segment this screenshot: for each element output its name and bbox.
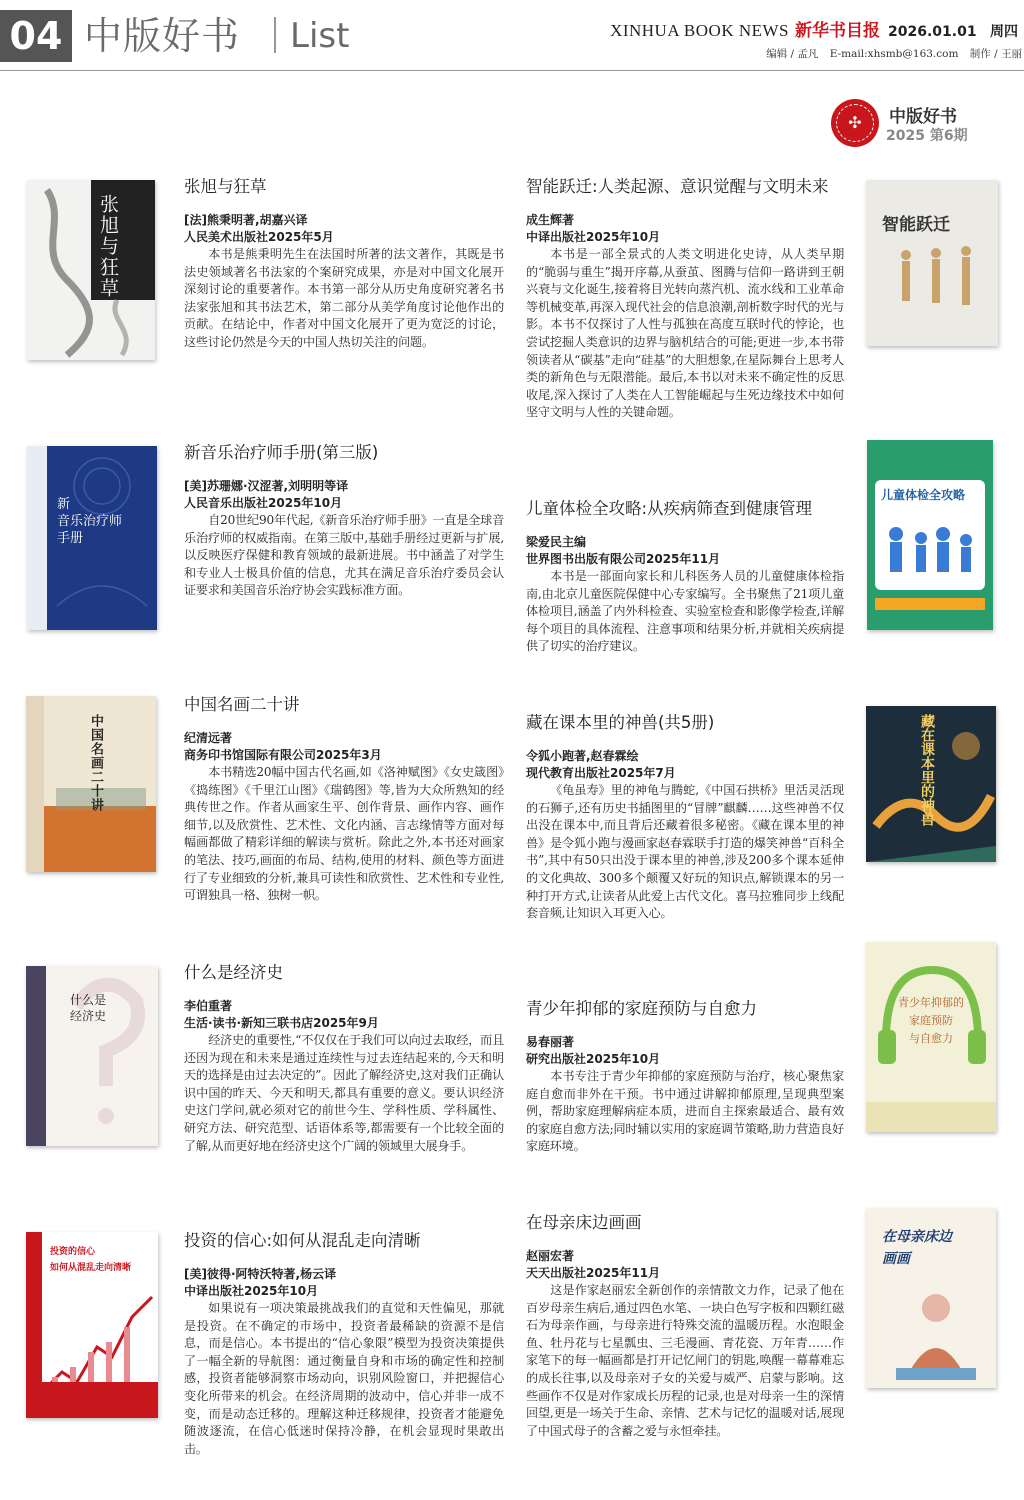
- issue-date: 2026.01.01: [888, 24, 977, 40]
- children-art: [881, 520, 981, 584]
- page-number: 04: [0, 10, 72, 62]
- book-description: 如果说有一项决策最挑战我们的直觉和天性偏见，那就是投资。在不确定的市场中，投资者最稀缺的资源不是信息，而是信心。本书提出的“信心象限”模型为投资决策提供了一幅全新的导航图：通过衡量自身和市场的确定性和控制感，投资者能够洞察市场动向，识别风险窗口，并把握信心变化所带来的机会。在经济周期的波动中，信心并非一成不变，而是动态迁移的。理解这种迁移规律，投资者才能避免随波逐流，在信心低迷时保持冷静，在机会显现时果敢出击。: [184, 1301, 504, 1456]
- book-author: [法]熊秉明著,胡嘉兴译: [184, 213, 308, 227]
- series-logo-icon: [831, 99, 879, 147]
- book-cover-checkup: [867, 440, 993, 630]
- book-publisher: 商务印书馆国际有限公司2025年3月: [184, 748, 382, 762]
- header-rule: [0, 70, 1024, 71]
- book-author: 令狐小跑著,赵春霖绘: [526, 749, 639, 763]
- book-title: 智能跃迁:人类起源、意识觉醒与文明未来: [526, 177, 829, 196]
- book-publisher: 研究出版社2025年10月: [526, 1052, 661, 1066]
- book-description: 这是作家赵丽宏全新创作的亲情散文力作，记录了他在百岁母亲生病后,通过四色水笔、一块白色写字板和四颗红磁石为母亲作画，与母亲进行特殊交流的温暖历程。水泡眼金鱼、牡丹花与七星瓢虫、三毛漫画、青花瓷、万年青……作家笔下的每一幅画都是打开记忆闸门的钥匙,唤醒一幕幕难忘的成长往事,以及母亲对子女的关爱与威严、启蒙与影响。这些画作不仅是对作家成长历程的记录,也是对母亲一生的深情回望,更是一场关于生命、亲情、艺术与记忆的温暖对话,展现了中国式母子的含蓄之爱与永恒牵挂。: [526, 1283, 844, 1438]
- book-description: 自20世纪90年代起,《新音乐治疗师手册》一直是全球音乐治疗师的权威指南。在第三版中,基础手册经过更新与扩展,以反映医疗保健和教育领域的最新进展。书中涵盖了对学生和专业人士极具价值的信息，尤其在满足音乐治疗委员会认证要求和美国音乐治疗协会实践标准方面。: [184, 513, 504, 598]
- book-cover-paintings: [26, 696, 156, 872]
- book-author: 赵丽宏著: [526, 1249, 575, 1263]
- book-cover-zhangxu: [27, 180, 155, 360]
- book-entry-checkup: [526, 498, 844, 656]
- book-title: 什么是经济史: [184, 963, 283, 982]
- book-description: 《龟虽寿》里的神龟与腾蛇,《中国石拱桥》里活灵活现的石狮子,还有历史书插图里的“冒牌”麒麟……这些神兽不仅出没在课本中,而且背后还藏着很多秘密。《藏在课本里的神兽》是令狐小跑与漫画家赵春霖联手打造的爆笑神兽“百科全书”,其中有50只出没于课本里的神兽,涉及200多个课本延伸的文化典故、300多个颠覆又好玩的知识点,解锁课本的另一种打开方式,让读者从此爱上古代文化。喜马拉雅同步上线配套音频,让知识入耳更入心。: [526, 783, 844, 921]
- book-title: 新音乐治疗师手册(第三版): [184, 443, 379, 462]
- series-title: 中版好书: [889, 107, 957, 127]
- book-entry-depression: [526, 998, 844, 1156]
- book-publisher: 中译出版社2025年10月: [184, 1284, 319, 1298]
- book-entry-beasts: [526, 712, 844, 923]
- book-entry-paintings: [184, 694, 504, 905]
- book-title: 中国名画二十讲: [184, 695, 300, 714]
- cover-title: 儿童体检全攻略: [881, 488, 966, 502]
- logo-mark: ✣: [848, 113, 862, 132]
- section-subtitle: List: [290, 16, 350, 56]
- book-publisher: 生活·读书·新知三联书店2025年9月: [184, 1016, 379, 1030]
- book-publisher: 天天出版社2025年11月: [526, 1266, 661, 1280]
- book-publisher: 中译出版社2025年10月: [526, 230, 661, 244]
- section-title: 中版好书: [84, 14, 241, 58]
- book-author: 易春丽著: [526, 1035, 575, 1049]
- book-cover-economics: [26, 966, 158, 1146]
- book-entry-music: [184, 442, 504, 600]
- book-author: 梁爱民主编: [526, 535, 587, 549]
- book-author: [美]苏珊娜·汉涩著,刘明明等译: [184, 479, 349, 493]
- book-cover-depression: [866, 942, 996, 1132]
- book-description: 本书是熊秉明先生在法国时所著的法文著作，其既是书法史领域著名书法家的个案研究成果，亦是对中国文化展开深刻讨论的重要著作。本书第一部分从历史角度研究著名书法家张旭和其书法艺术，第二部分从美学角度讨论他作出的贡献。在结论中，作者对中国文化展开了更为宽泛的讨论，这些讨论仍然是今天的中国人热切关注的问题。: [184, 247, 504, 349]
- book-author: [美]彼得·阿特沃特著,杨云译: [184, 1267, 337, 1281]
- book-description: 本书是一部面向家长和儿科医务人员的儿童健康体检指南,由北京儿童医院保健中心专家编写。全书聚焦了21项儿童体检项目,涵盖了内外科检查、实验室检查和影像学检查,详解每个项目的具体流程、注意事项和结果分析,并就相关疾病提供了切实的治疗建议。: [526, 569, 844, 654]
- book-description: 经济史的重要性,“不仅仅在于我们可以向过去取经，而且还因为现在和未来是通过连续性与过去连结起来的,今天和明天的选择是由过去决定的”。因此了解经济史,这对我们正确认识中国的昨天、今天和明天,都具有重要的意义。要认识经济史这门学问,就必须对它的前世今生、学科性质、学科属性、研究方法、研究范型、话语体系等,都需要有一个比较全面的了解,从而更好地在经济史这个广阔的领域里大展身手。: [184, 1033, 504, 1153]
- masthead-cn: 新华书目报: [795, 21, 881, 41]
- cover-title: 投资的信心 如何从混乱走向清晰: [50, 1247, 132, 1273]
- book-cover-investing: [26, 1232, 158, 1418]
- book-entry-investing: [184, 1230, 504, 1458]
- book-description: 本书精选20幅中国古代名画,如《洛神赋图》《女史箴图》《捣练图》《千里江山图》《瑞鹤图》等,皆为大众所熟知的经典传世之作。作者从画家生平、创作背景、画作内容、画作细节,以及欣赏性、艺术性、文化内涵、言志缘情等方面对每幅画都做了精彩详细的解读与赏析。除此之外,本书还对画家的笔法、技巧,画面的布局、结构,使用的材料、颜色等方面进行了专业细致的分析,兼具可读性和欣赏性、艺术性和专业性,可谓独具一格、独树一帜。: [184, 765, 504, 903]
- issue-weekday: 周四: [990, 24, 1018, 40]
- title-divider: [274, 17, 276, 53]
- book-entry-zhangxu: [184, 176, 504, 352]
- book-description: 本书是一部全景式的人类文明进化史诗，从人类早期的“脆弱与重生”揭开序幕,从蚕茧、图腾与信仰一路讲到王朝兴衰与文化诞生,接着将目光转向蒸汽机、流水线和工业革命等机械变革,再深入现代社会的信息浪潮,剖析数字时代的光与影。本书不仅探讨了人性与孤独在高度互联时代的悖论，也尝试挖掘人类意识的边界与脑机结合的可能;更进一步,本书带领读者从“碳基”走向“硅基”的大胆想象,在星际舞台上思考人类的新角色与无限潜能。最后,本书以对未来不确定性的反思收尾,深入探讨了人类在人工智能崛起与生死边缘技术中如何坚守文明与人性的关键命题。: [526, 247, 844, 420]
- producer-credit: 制作 / 王丽: [969, 48, 1022, 60]
- book-title: 投资的信心:如何从混乱走向清晰: [184, 1231, 421, 1250]
- book-title: 青少年抑郁的家庭预防与自愈力: [526, 999, 757, 1018]
- book-author: 李伯重著: [184, 999, 233, 1013]
- book-cover-mother: [866, 1208, 996, 1388]
- cover-title: 张旭与狂草: [97, 194, 119, 299]
- book-cover-music: [27, 446, 157, 630]
- book-entry-economics: [184, 962, 504, 1155]
- book-publisher: 现代教育出版社2025年7月: [526, 766, 676, 780]
- cover-title: 藏在课本里的神兽: [919, 714, 935, 826]
- cover-title: 智能跃迁: [882, 215, 950, 235]
- book-title: 张旭与狂草: [184, 177, 267, 196]
- book-publisher: 世界图书出版有限公司2025年11月: [526, 552, 721, 566]
- editor-credit: 编辑 / 孟凡: [766, 48, 819, 60]
- book-publisher: 人民美术出版社2025年5月: [184, 230, 334, 244]
- book-title: 藏在课本里的神兽(共5册): [526, 713, 715, 732]
- masthead-en: XINHUA BOOK NEWS: [610, 21, 790, 40]
- book-cover-beasts: [866, 706, 996, 862]
- book-description: 本书专注于青少年抑郁的家庭预防与治疗，核心聚焦家庭自愈而非外在干预。书中通过讲解抑郁原理,呈现典型案例，帮助家庭理解病症本质，进而自主探索最适合、最有效的家庭自愈方法;同时辅以实用的家庭调节策略,助力营造良好家庭环境。: [526, 1069, 844, 1154]
- calligraphy-art: [27, 180, 155, 360]
- cover-title: 中国名画二十讲: [88, 714, 103, 812]
- cover-title: 新 音乐治疗师 手册: [57, 497, 123, 546]
- book-title: 儿童体检全攻略:从疾病筛查到健康管理: [526, 499, 813, 518]
- book-publisher: 人民音乐出版社2025年10月: [184, 496, 343, 510]
- cover-title: 青少年抑郁的 家庭预防 与自愈力: [898, 996, 964, 1045]
- email-credit: E-mail:xhsmb@163.com: [829, 48, 959, 60]
- book-cover-ai: [866, 180, 998, 346]
- masthead: [610, 20, 1018, 43]
- cover-title: 什么是 经济史: [70, 993, 107, 1023]
- cover-title: 在母亲床边 画画: [882, 1229, 952, 1267]
- figures-art: [886, 245, 986, 315]
- book-entry-mother: [526, 1212, 844, 1440]
- page-header: [0, 0, 1024, 70]
- book-entry-ai: [526, 176, 844, 422]
- series-issue: 2025 第6期: [886, 128, 968, 144]
- book-author: 成生辉著: [526, 213, 575, 227]
- book-author: 纪清远著: [184, 731, 233, 745]
- mother-illustration: [886, 1288, 986, 1383]
- book-title: 在母亲床边画画: [526, 1213, 642, 1232]
- credits: [758, 46, 1022, 61]
